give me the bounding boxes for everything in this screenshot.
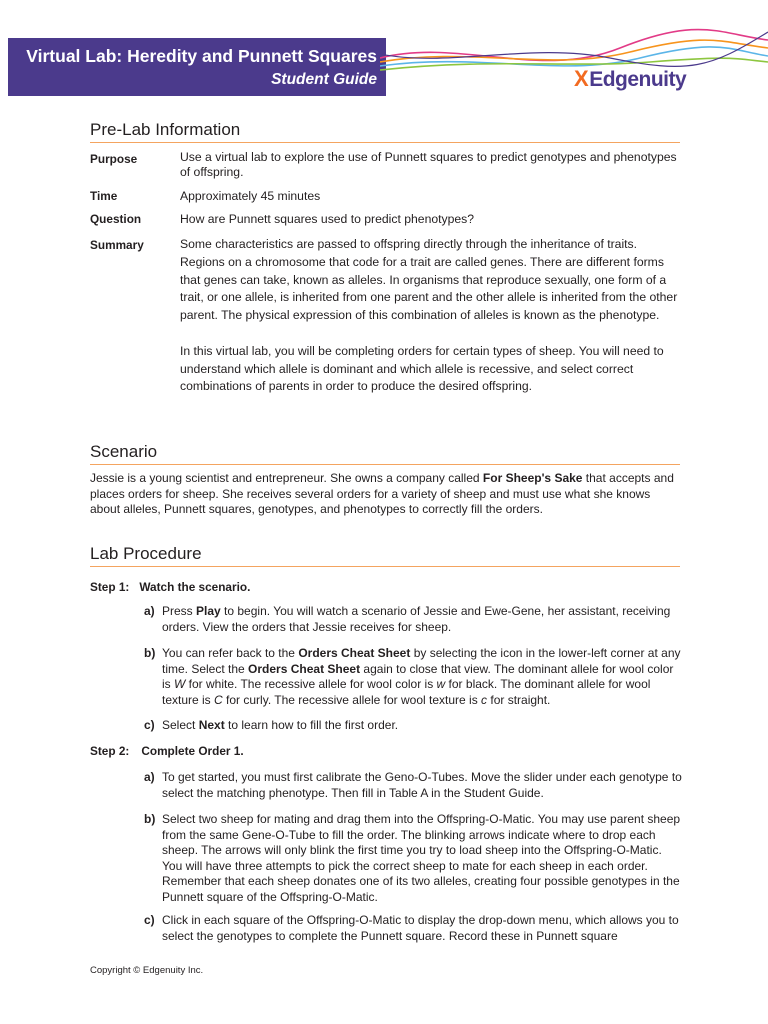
step-2a-letter: a) [144, 770, 155, 784]
procedure-divider [90, 566, 680, 567]
purpose-label: Purpose [90, 152, 138, 166]
prelab-heading: Pre-Lab Information [90, 120, 241, 139]
prelab-divider [90, 142, 680, 143]
scenario-heading: Scenario [90, 442, 158, 461]
edgenuity-x-icon: X [574, 66, 589, 91]
step-1c: c) Select Next to learn how to fill the first order. [144, 718, 399, 732]
scenario-text: Jessie is a young scientist and entrepreneur. She owns a company called For Sheep's Sake that accepts and places orders for sheep. She receives several orders for a variety of sheep and must use what she knows about alleles, Punnett squares, genotypes, and phenotypes to correctly fill the orders. [90, 471, 674, 516]
step-2c-letter: c) [144, 913, 155, 927]
step-1-heading: Step 1: Watch the scenario. [90, 580, 251, 594]
step-1b: b) You can refer back to the Orders Cheat Sheet by selecting the icon in the lower-left corner at any time. Select the Orders Cheat Sheet again to close that view. The dominant allele for wool color is W for white. The recessive allele for wool color is w for black. The dominant allele for wool texture is C for curly. The recessive allele for wool texture is c for straight. [144, 646, 681, 707]
company-name: For Sheep's Sake [482, 471, 583, 485]
step-2b: b) Select two sheep for mating and drag them into the Offspring-O-Matic. You may use parent sheep from the same Gene-O-Tube to fill the order. The blinking arrows indicate where to drop each sheep. The arrows will only blink the first time you try to load sheep into the Offspring-O-Matic. You will have three attempts to pick the correct sheep to mate for each sheep in each order. Remember that each sheep donates one of its two alleles, creating four possible genotypes in the Punnett square of the Offspring-O-Matic. [144, 812, 681, 904]
scenario-divider [90, 464, 680, 465]
edgenuity-logo [574, 66, 686, 92]
step-1b-letter: b) [144, 646, 156, 660]
procedure-heading: Lab Procedure [90, 544, 202, 563]
summary-paragraph-1: Some characteristics are passed to offspring directly through the inheritance of traits. Regions on a chromosome that code for a trait are called genes. There are different forms that genes can take, known as alleles. In organisms that reproduce sexually, one form of a trait, or one allele, is inherited from one parent and the other allele is inherited from the other parent. The physical expression of this combination of alleles is known as the phenotype. [180, 237, 678, 323]
copyright-footer: Copyright © Edgenuity Inc. [90, 965, 204, 976]
summary-paragraph-2: In this virtual lab, you will be completing orders for certain types of sheep. You will need to understand which allele is dominant and which allele is recessive, and select correct combinations of parents in order to produce the desired offspring. [180, 343, 664, 394]
question-label: Question [90, 212, 142, 226]
step-2c: c) Click in each square of the Offspring-O-Matic to display the drop-down menu, which allows you to select the genotypes to complete the Punnett square. Record these in Punnett square [144, 913, 679, 943]
header-banner [8, 38, 386, 96]
step-1a-letter: a) [144, 604, 155, 618]
step-2-heading: Step 2: Complete Order 1. [90, 744, 244, 758]
document-title: Virtual Lab: Heredity and Punnett Squares [26, 46, 377, 66]
document-subtitle: Student Guide [271, 71, 377, 88]
logo-text: Edgenuity [589, 68, 687, 91]
step-2a: a) To get started, you must first calibrate the Geno-O-Tubes. Move the slider under each genotype to select the matching phenotype. Then fill in Table A in the Student Guide. [144, 770, 682, 800]
question-text: How are Punnett squares used to predict phenotypes? [180, 212, 475, 226]
time-text: Approximately 45 minutes [180, 189, 321, 203]
time-label: Time [90, 189, 118, 203]
step-1c-letter: c) [144, 718, 155, 732]
step-1a: a) Press Play to begin. You will watch a scenario of Jessie and Ewe-Gene, her assistant, receiving orders. View the orders that Jessie receives for sheep. [144, 604, 671, 634]
step-2b-letter: b) [144, 812, 156, 826]
purpose-text: Use a virtual lab to explore the use of Punnett squares to predict genotypes and phenotypes of offspring. [180, 150, 677, 179]
summary-label: Summary [90, 238, 144, 252]
